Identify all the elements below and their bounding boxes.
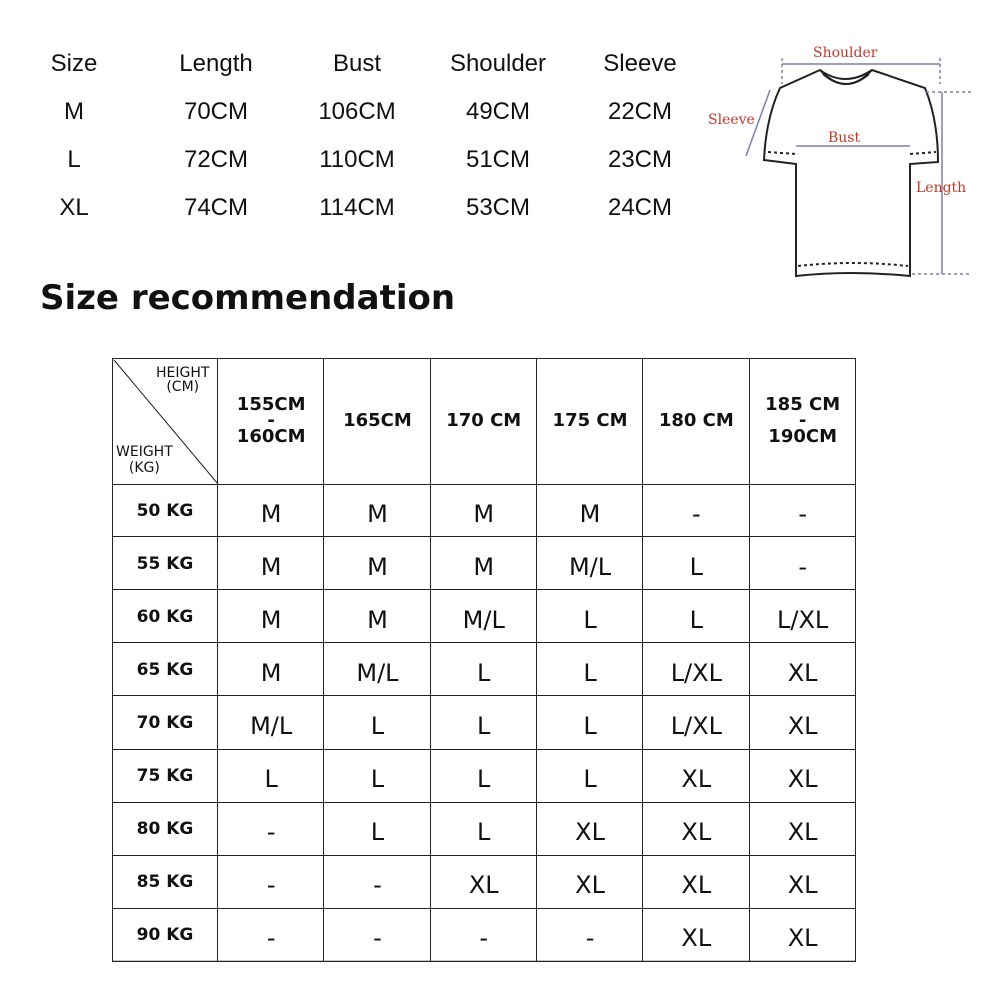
height-header-cell	[218, 358, 324, 484]
size-table-cell: 110CM	[319, 146, 395, 173]
size-table-header-cell: Shoulder	[449, 50, 547, 77]
size-cell: XL	[681, 924, 712, 953]
size-cell: XL	[681, 818, 712, 847]
height-header-text: 155CM	[236, 394, 306, 415]
weight-row-label: 60 KG	[136, 606, 194, 627]
size-cell: -	[266, 871, 276, 900]
size-cell: M/L	[250, 711, 293, 740]
size-cell: XL	[575, 871, 605, 900]
size-table-cell: XL	[59, 194, 89, 221]
size-table-row	[0, 136, 720, 184]
size-table-cell: 70CM	[183, 98, 249, 125]
size-cell: L	[370, 818, 385, 847]
size-cell: -	[585, 924, 595, 953]
size-cell: L/XL	[670, 658, 722, 687]
size-cell: -	[692, 499, 701, 528]
height-header-cell	[643, 358, 749, 484]
size-cell: M	[473, 499, 495, 528]
size-cell: M	[473, 552, 495, 581]
bust-label: Bust	[828, 130, 861, 146]
size-cell: L	[583, 765, 597, 794]
shoulder-label: Shoulder	[813, 45, 878, 61]
height-header-text: 170 CM	[446, 410, 522, 431]
height-unit: (CM)	[166, 379, 200, 395]
size-cell: L	[583, 605, 597, 634]
size-table-cell: 22CM	[607, 98, 673, 125]
size-cell: XL	[787, 818, 818, 847]
height-header-text: 190CM	[768, 426, 837, 447]
size-cell: XL	[681, 871, 712, 900]
size-cell: M	[367, 605, 388, 634]
size-cell: M/L	[568, 552, 612, 581]
size-cell: -	[266, 924, 276, 953]
height-header-text: 160CM	[236, 426, 306, 447]
height-header-text: 180 CM	[658, 410, 734, 431]
size-recommendation-grid	[112, 358, 856, 962]
tshirt-measurement-diagram	[700, 40, 990, 290]
size-cell: M	[260, 605, 282, 634]
size-table-cell: 114CM	[319, 194, 395, 221]
tshirt-outline-icon	[700, 40, 990, 290]
size-cell: XL	[468, 871, 499, 900]
size-cell: L	[689, 552, 704, 581]
size-table-header-cell: Size	[50, 50, 98, 77]
size-table-cell: 49CM	[465, 98, 531, 125]
size-table-header	[0, 40, 720, 88]
height-header-cell	[750, 358, 856, 484]
size-recommendation-title: Size recommendation	[40, 278, 456, 318]
sleeve-label: Sleeve	[708, 112, 755, 128]
size-cell: M	[260, 552, 282, 581]
size-cell: L	[264, 765, 278, 794]
height-header-text: 165CM	[343, 410, 412, 431]
size-table-cell: 51CM	[465, 146, 531, 173]
size-table-cell: 53CM	[465, 194, 531, 221]
size-cell: -	[373, 924, 382, 953]
size-table-cell: M	[64, 98, 84, 125]
size-cell: L	[370, 711, 385, 740]
size-cell: L	[583, 658, 597, 687]
size-table-header-cell: Bust	[332, 50, 382, 77]
weight-label: WEIGHT	[116, 444, 173, 460]
height-header-cell	[431, 358, 537, 484]
size-cell: L	[477, 711, 491, 740]
size-cell: M	[367, 499, 388, 528]
size-cell: M	[367, 552, 388, 581]
size-cell: M	[260, 658, 282, 687]
size-table-cell: 106CM	[318, 98, 396, 125]
weight-row-label: 75 KG	[136, 766, 194, 787]
size-cell: XL	[787, 658, 818, 687]
height-header-text: 185 CM	[765, 394, 841, 415]
size-cell: L	[477, 765, 491, 794]
size-cell: -	[798, 552, 807, 581]
height-header-text: 175 CM	[552, 410, 628, 431]
height-corner-label	[156, 366, 209, 394]
size-cell: L	[477, 818, 491, 847]
size-cell: XL	[787, 711, 818, 740]
size-table-row	[0, 184, 720, 232]
length-label: Length	[916, 180, 967, 196]
height-header-text: -	[267, 410, 275, 431]
height-header-cell	[537, 358, 643, 484]
size-cell: M/L	[462, 605, 505, 634]
size-cell: L	[370, 765, 385, 794]
size-cell: M/L	[356, 658, 399, 687]
size-cell: -	[798, 499, 807, 528]
weight-row-label: 90 KG	[136, 925, 194, 946]
size-cell: L/XL	[777, 605, 829, 634]
size-cell: L/XL	[670, 711, 722, 740]
weight-row-label: 55 KG	[136, 553, 194, 574]
size-table-header-cell: Length	[179, 50, 253, 77]
weight-row-label: 50 KG	[136, 500, 194, 521]
weight-row-label: 65 KG	[136, 659, 194, 680]
size-cell: XL	[681, 765, 712, 794]
size-cell: XL	[787, 924, 818, 953]
size-table-cell: 74CM	[183, 194, 249, 221]
weight-row-label: 70 KG	[136, 712, 194, 733]
weight-row-label: 85 KG	[136, 872, 194, 893]
size-cell: -	[373, 871, 382, 900]
weight-row-label: 80 KG	[136, 819, 194, 840]
size-cell: L	[689, 605, 704, 634]
size-cell: M	[260, 499, 282, 528]
size-table-header-cell: Sleeve	[603, 50, 677, 77]
weight-unit: (KG)	[128, 460, 160, 476]
size-cell: M	[579, 499, 601, 528]
size-table-cell: 23CM	[607, 146, 673, 173]
height-label: HEIGHT	[156, 365, 210, 381]
size-cell: L	[477, 658, 491, 687]
weight-corner-label	[116, 444, 173, 476]
height-header-cell	[324, 358, 430, 484]
size-cell: L	[583, 711, 597, 740]
size-cell: -	[479, 924, 489, 953]
size-cell: XL	[787, 765, 818, 794]
size-table-row	[0, 88, 720, 136]
size-cell: -	[266, 818, 276, 847]
size-table-cell: 72CM	[183, 146, 249, 173]
size-table-cell: 24CM	[607, 194, 673, 221]
size-cell: XL	[575, 818, 605, 847]
size-table-cell: L	[67, 146, 81, 173]
height-header-text: -	[798, 410, 807, 431]
size-cell: XL	[787, 871, 818, 900]
